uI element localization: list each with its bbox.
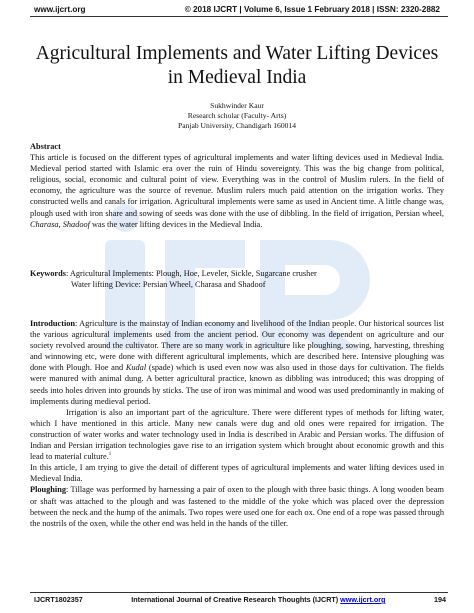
page-number: 194 (433, 595, 446, 604)
abstract-heading: Abstract (30, 142, 61, 151)
introduction-section (30, 318, 444, 529)
keywords-section (30, 268, 444, 290)
keywords-line-1: Keywords: Agricultural Implements: Plough, Hoe, Leveler, Sickle, Sugarcane crusher (30, 269, 317, 278)
intro-paragraph-1: Introduction: Agriculture is the mainstay of Indian economy and livelihood of the Indian people. Our historical sources list the various agricultural implements used from the ancient period. Our economy was dependent on agriculture and our society revolved around the cultivator. There are so many work in agriculture like ploughing, sowing, harvesting, threshing and winnowing etc, were done with different agricultural implements, which are described here. Intensive ploughing was done with Plough. Hoe and Kudal (spade) which is used even now was also used in those days for cultivation. The fields were manured with animal dung. A better agricultural practice, known as dibbling was introduced; this was dropping of seeds into holes driven into grounds by sticks. The use of iron was minimal and wood was used predominantly in making of implements during medieval period. (30, 319, 445, 406)
author-role: Research scholar (Faculty- Arts) (187, 111, 287, 120)
introduction-heading: Introduction (30, 319, 76, 328)
journal-citation: © 2018 IJCRT | Volume 6, Issue 1 February 2018 | ISSN: 2320-2882 (184, 5, 440, 14)
intro-paragraph-2: Irrigation is also an important part of the agriculture. There were different types of methods for lifting water, which I have mentioned in this article. Many new canals were dug and old ones were repaired for irrigation. The construction of water works and water technology used in India is described in Arabic and Persian works. The diffusion of Indian and Persian irrigation technologies gave rise to an irrigation system which brought about economic growth and this lead to material culture.$^1$ (30, 407, 444, 462)
term-shadoof: Shadoof (62, 219, 90, 229)
ploughing-heading: Ploughing (30, 485, 66, 495)
author-block (30, 101, 444, 131)
footer-url-link[interactable]: www.ijcrt.org (340, 595, 386, 604)
term-charasa: Charasa (30, 219, 59, 229)
header-divider (30, 16, 448, 17)
ploughing-paragraph: Ploughing: Tillage was performed by harnessing a pair of oxen to the plough with three basic things. A long wooden beam or shaft was attached to the plough and was fastened to the middle of the yoke which was placed over the depression between the neck and the hump of the animals. Two ropes were used one for each ox. One end of a rope was passed through the nostrils of the oxen, while the other end was held in the hands of the tiller. (30, 485, 444, 528)
footer-journal: International Journal of Creative Research Thoughts (IJCRT) www.ijcrt.org (131, 595, 386, 604)
intro-paragraph-3: In this article, I am trying to give the detail of different types of agricultural implements and water lifting devices used in Medieval India. (30, 463, 444, 484)
author-affiliation: Panjab University, Chandigarh 160014 (177, 121, 297, 130)
site-link[interactable]: www.ijcrt.org (34, 5, 86, 14)
author-name: Sukhwinder Kaur (210, 101, 264, 110)
keywords-label: Keywords (30, 269, 66, 278)
paper-id: IJCRT1802357 (34, 595, 83, 604)
paper-title: Agricultural Implements and Water Lifting Devices in Medieval India (35, 43, 439, 88)
term-kudal: Kudal (125, 363, 147, 373)
footnote-ref-1[interactable]: 1 (108, 452, 112, 458)
page-footer (34, 595, 446, 604)
abstract-section (30, 141, 444, 230)
page-header (0, 0, 474, 14)
keywords-line-2: Water lifting Device: Persian Wheel, Charasa and Shadoof (71, 280, 266, 290)
abstract-text: This article is focused on the different types of agricultural implements and water lifting devices used in Medieval India. Medieval period started with Islamic era over the ruin of Hindu sovereignty. This was the big change from political, religious, social, economic and cultural point of view. Everything was in the control of Muslim rulers. In the field of economy, the agriculture was the source of revenue. Muslim rulers much paid attention on the irrigation works. They constructed wells and canals for irrigation. Agricultural implements were same as used in Ancient time. A little change was, plough used with iron share and sowing of seeds was done with the use of dibbling. In the field of irrigation, Persian wheel, Charasa, Shadoof was the water lifting devices in the Medieval India. (30, 153, 444, 229)
footer-divider (30, 592, 448, 593)
